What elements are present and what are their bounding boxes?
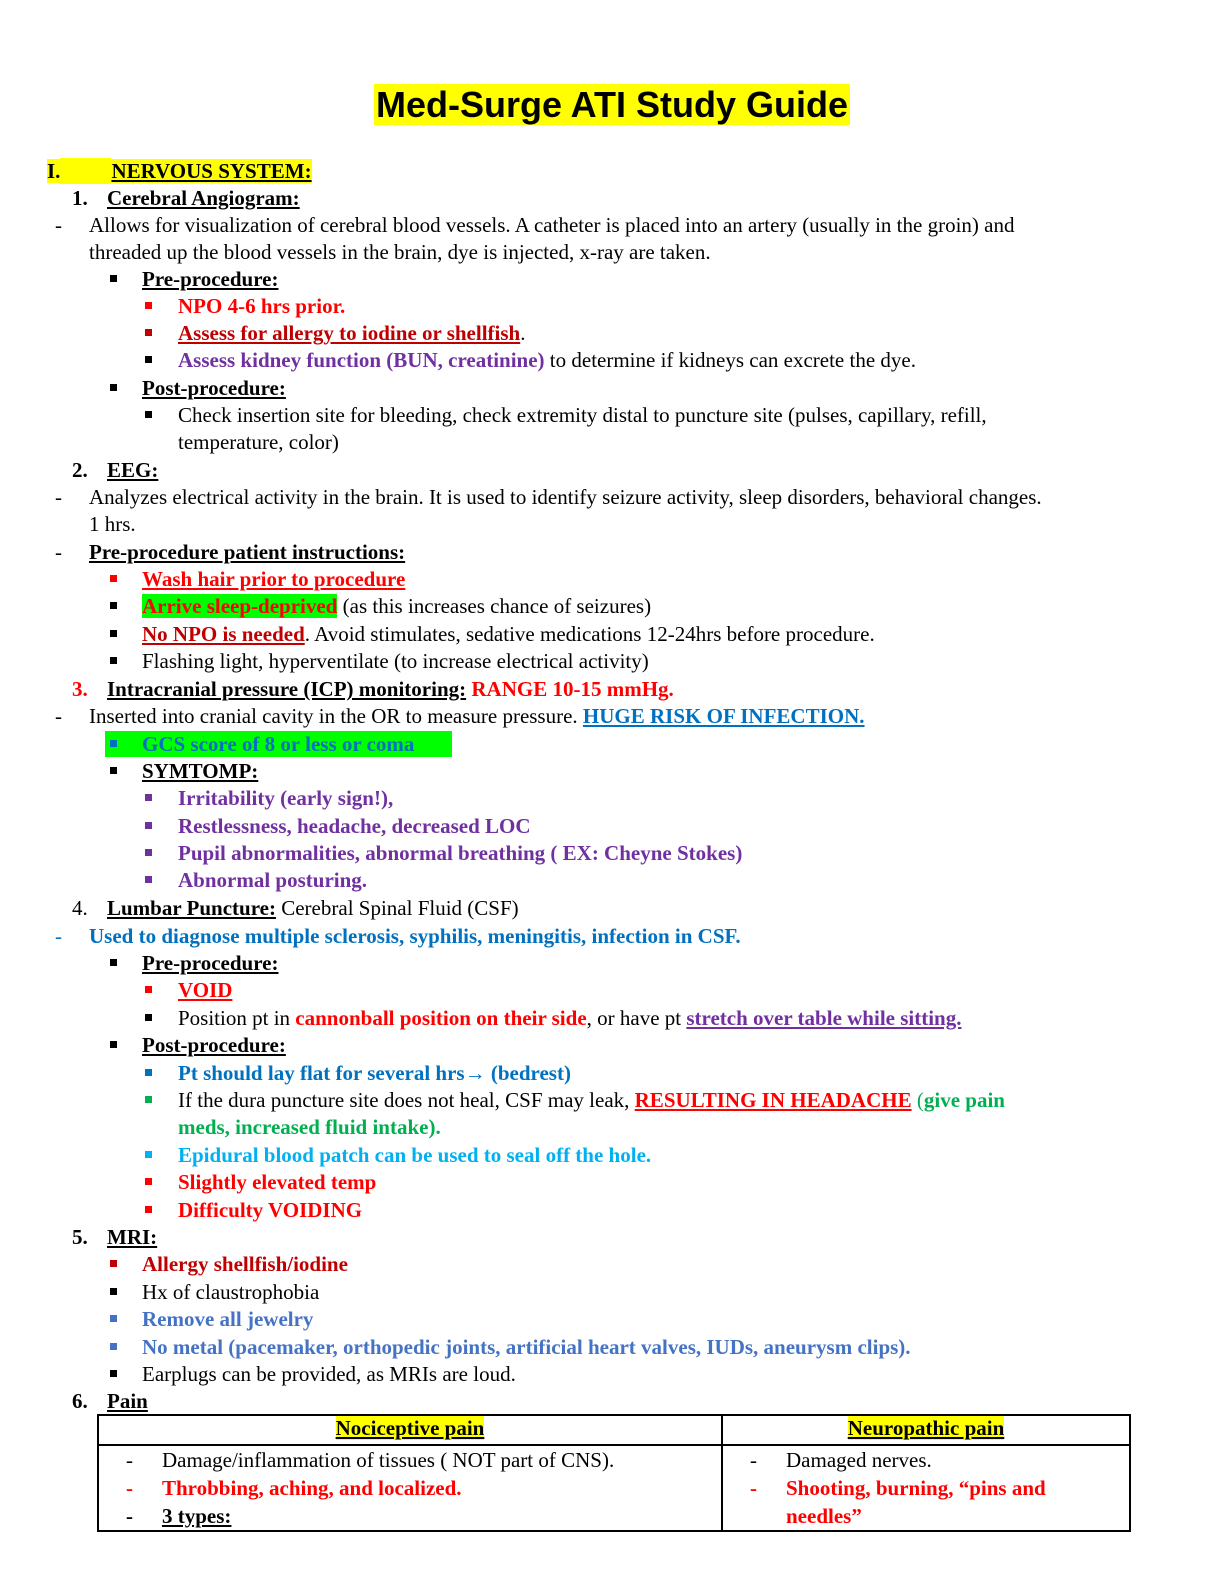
bullet-square-icon [145,356,152,363]
icp-desc: Inserted into cranial cavity in the OR to measure pressure. HUGE RISK OF INFECTION. [89,704,865,728]
bullet-square-icon [145,822,152,829]
bullet-square-icon [110,1260,117,1267]
table-header-neuropathic: Neuropathic pain [722,1415,1130,1445]
lp-post-heading: Post-procedure: [142,1033,286,1057]
dash: - [55,704,62,728]
bullet-square-icon [110,959,117,966]
bullet-square-icon [110,657,117,664]
lp-title: Lumbar Puncture: Cerebral Spinal Fluid (CSF) [107,896,519,920]
bullet-square-icon [110,767,117,774]
mri-number: 5. [72,1225,88,1249]
nociceptive-cell [98,1445,722,1531]
bullet-square-icon [145,876,152,883]
icp-symptom-1: Irritability (early sign!), [178,786,394,810]
pain-title: Pain [107,1389,148,1413]
bullet-square-icon [110,1041,117,1048]
bullet-square-icon [145,1014,152,1021]
dash: - [55,213,62,237]
list-item: - Damaged nerves. [750,1448,932,1472]
bullet-square-icon [145,1206,152,1213]
angio-desc-1: Allows for visualization of cerebral blood vessels. A catheter is placed into an artery (usually in the groin) and [89,213,1015,237]
pain-number: 6. [72,1389,88,1413]
angio-pre-3: Assess kidney function (BUN, creatinine) to determine if kidneys can excrete the dye. [178,348,916,372]
bullet-square-icon [145,794,152,801]
eeg-instr-3: No NPO is needed. Avoid stimulates, sedative medications 12-24hrs before procedure. [142,622,875,646]
lp-desc: Used to diagnose multiple sclerosis, syphilis, meningitis, infection in CSF. [89,924,741,948]
section-heading: I. NERVOUS SYSTEM: [47,159,312,183]
list-item: - Throbbing, aching, and localized. [126,1476,462,1500]
bullet-square-icon [145,849,152,856]
eeg-desc-1: Analyzes electrical activity in the brain. It is used to identify seizure activity, sleep disorders, behavioral changes. [89,485,1042,509]
bullet-square-icon [110,275,117,282]
lp-post-2: If the dura puncture site does not heal, CSF may leak, RESULTING IN HEADACHE (give pain [178,1088,1005,1112]
mri-1: Allergy shellfish/iodine [142,1252,348,1276]
bullet-square-icon [145,302,152,309]
angio-desc-2: threaded up the blood vessels in the brain, dye is injected, x-ray are taken. [89,240,711,264]
lp-post-4: Slightly elevated temp [178,1170,377,1194]
bullet-square-icon [145,1096,152,1103]
icp-symptom-4: Abnormal posturing. [178,868,368,892]
table-header-nociceptive: Nociceptive pain [98,1415,722,1445]
angio-heading: 1. [72,186,88,210]
bullet-square-icon [145,1178,152,1185]
mri-title: MRI: [107,1225,158,1249]
angio-post-heading: Post-procedure: [142,376,286,400]
lp-pre-heading: Pre-procedure: [142,951,279,975]
bullet-square-icon [110,740,117,747]
lp-post-1: Pt should lay flat for several hrs→ (bedrest) [178,1061,571,1085]
bullet-square-icon [110,1370,117,1377]
bullet-square-icon [110,575,117,582]
angio-post-1: Check insertion site for bleeding, check extremity distal to puncture site (pulses, capillary, refill, [178,403,987,427]
icp-number: 3. [72,677,88,701]
dash: - [55,924,62,948]
lp-post-3: Epidural blood patch can be used to seal off the hole. [178,1143,652,1167]
bullet-square-icon [110,384,117,391]
mri-5: Earplugs can be provided, as MRIs are loud. [142,1362,516,1386]
list-item: - 3 types: [126,1504,232,1528]
eeg-instr-4: Flashing light, hyperventilate (to increase electrical activity) [142,649,649,673]
icp-title: Intracranial pressure (ICP) monitoring: RANGE 10-15 mmHg. [107,677,674,701]
eeg-title: EEG: [107,458,159,482]
neuropathic-cell [722,1445,1130,1531]
angio-pre-heading: Pre-procedure: [142,267,279,291]
bullet-square-icon [110,602,117,609]
bullet-square-icon [110,1315,117,1322]
bullet-square-icon [110,1343,117,1350]
angio-title: Cerebral Angiogram: [107,186,300,210]
eeg-instr-2: Arrive sleep-deprived (as this increases chance of seizures) [142,594,652,618]
bullet-square-icon [110,1288,117,1295]
lp-post-2b: meds, increased fluid intake). [178,1115,441,1139]
bullet-square-icon [145,1151,152,1158]
lp-number: 4. [72,896,88,920]
list-item: needles” [786,1504,862,1528]
pain-table [97,1414,1131,1532]
mri-4: No metal (pacemaker, orthopedic joints, artificial heart valves, IUDs, aneurysm clips). [142,1335,911,1359]
icp-symptom-3: Pupil abnormalities, abnormal breathing ( EX: Cheyne Stokes) [178,841,743,865]
eeg-number: 2. [72,458,88,482]
bullet-square-icon [145,1069,152,1076]
angio-pre-1: NPO 4-6 hrs prior. [178,294,346,318]
mri-2: Hx of claustrophobia [142,1280,320,1304]
eeg-desc-2: 1 hrs. [89,512,136,536]
mri-3: Remove all jewelry [142,1307,314,1331]
angio-post-1b: temperature, color) [178,430,339,454]
dash: - [55,540,62,564]
bullet-square-icon [145,411,152,418]
icp-symptom-heading: SYMTOMP: [142,759,259,783]
eeg-instr-heading: Pre-procedure patient instructions: [89,540,406,564]
angio-pre-2: Assess for allergy to iodine or shellfish. [178,321,526,345]
dash: - [55,485,62,509]
eeg-instr-1: Wash hair prior to procedure [142,567,406,591]
lp-pre-2: Position pt in cannonball position on their side, or have pt stretch over table while sitting. [178,1006,962,1030]
list-item: - Damage/inflammation of tissues ( NOT part of CNS). [126,1448,615,1472]
bullet-square-icon [145,329,152,336]
bullet-square-icon [110,630,117,637]
lp-post-5: Difficulty VOIDING [178,1198,363,1222]
icp-symptom-2: Restlessness, headache, decreased LOC [178,814,531,838]
icp-gcs: GCS score of 8 or less or coma [105,731,452,757]
lp-pre-1: VOID [178,978,233,1002]
list-item: - Shooting, burning, “pins and [750,1476,1046,1500]
bullet-square-icon [145,986,152,993]
page-title: Med-Surge ATI Study Guide [375,84,848,125]
